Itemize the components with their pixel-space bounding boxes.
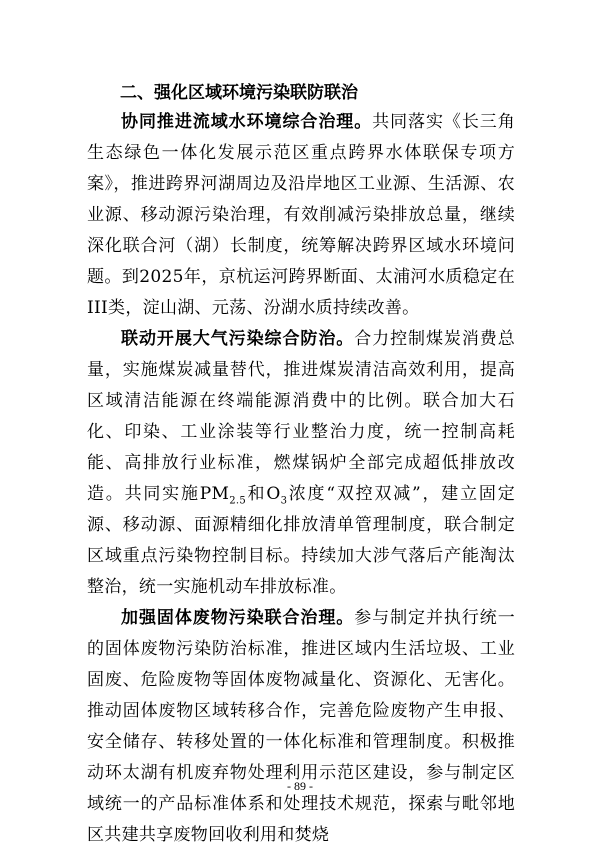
paragraph-air (87, 324, 515, 603)
paragraph-text: 共同落实《长三角生态绿色一体化发展示范区重点跨界水体联保专项方案》，推进跨界河湖周边及沿岸地区工业源、生活源、农业源、移动源污染治理，有效削减污染排放总量，继续深化联合河（湖）长制度，统筹解决跨界区域水环境问题。到2025年，京杭运河跨界断面、太浦河水质稳定在III类，淀山湖、元荡、汾湖水质持续改善。 (87, 112, 516, 318)
paragraph-lead: 加强固体废物污染联合治理。 (121, 608, 355, 628)
pm-subscript: 2.5 (229, 495, 247, 507)
paragraph-text: 参与制定并执行统一的固体废物污染防治标准，推进区域内生活垃圾、工业固废、危险废物等固体废物减量化、资源化、无害化。推动固体废物区域转移合作，完善危险废物产生申报、安全储存、转移处置的一体化标准和管理制度。积极推动环太湖有机废弃物处理利用示范区建设，参与制定区域统一的产品标准体系和处理技术规范，探索与毗邻地区共建共享废物回收利用和焚烧 (87, 608, 516, 845)
paragraph-text: 合力控制煤炭消费总量，实施煤炭减量替代，推进煤炭清洁高效利用，提高区域清洁能源在终端能源消费中的比例。联合加大石化、印染、工业涂装等行业整治力度，统一控制高耗能、高排放行业标准，燃煤锅炉全部完成超低排放改造。共同实施 (87, 329, 516, 504)
ozone-label: O (266, 484, 281, 504)
body-text (87, 107, 515, 851)
paragraph-lead: 协同推进流域水环境综合治理。 (121, 112, 373, 132)
section-heading: 二、强化区域环境污染联防联治 (120, 83, 358, 103)
paragraph-water (87, 107, 515, 324)
paragraph-text-cont: 浓度“双控双减”，建立固定源、移动源、面源精细化排放清单管理制度，联合制定区域重点污染物控制目标。持续加大涉气落后产能淘汰整治，统一实施机动车排放标准。 (87, 484, 515, 597)
and-text: 和 (246, 484, 267, 504)
paragraph-lead: 联动开展大气污染综合防治。 (121, 329, 355, 349)
pm-label: PM (199, 484, 230, 504)
paragraph-solid-waste (87, 603, 515, 851)
ozone-subscript: 3 (280, 495, 288, 507)
page-number: - 89 - (287, 779, 313, 793)
